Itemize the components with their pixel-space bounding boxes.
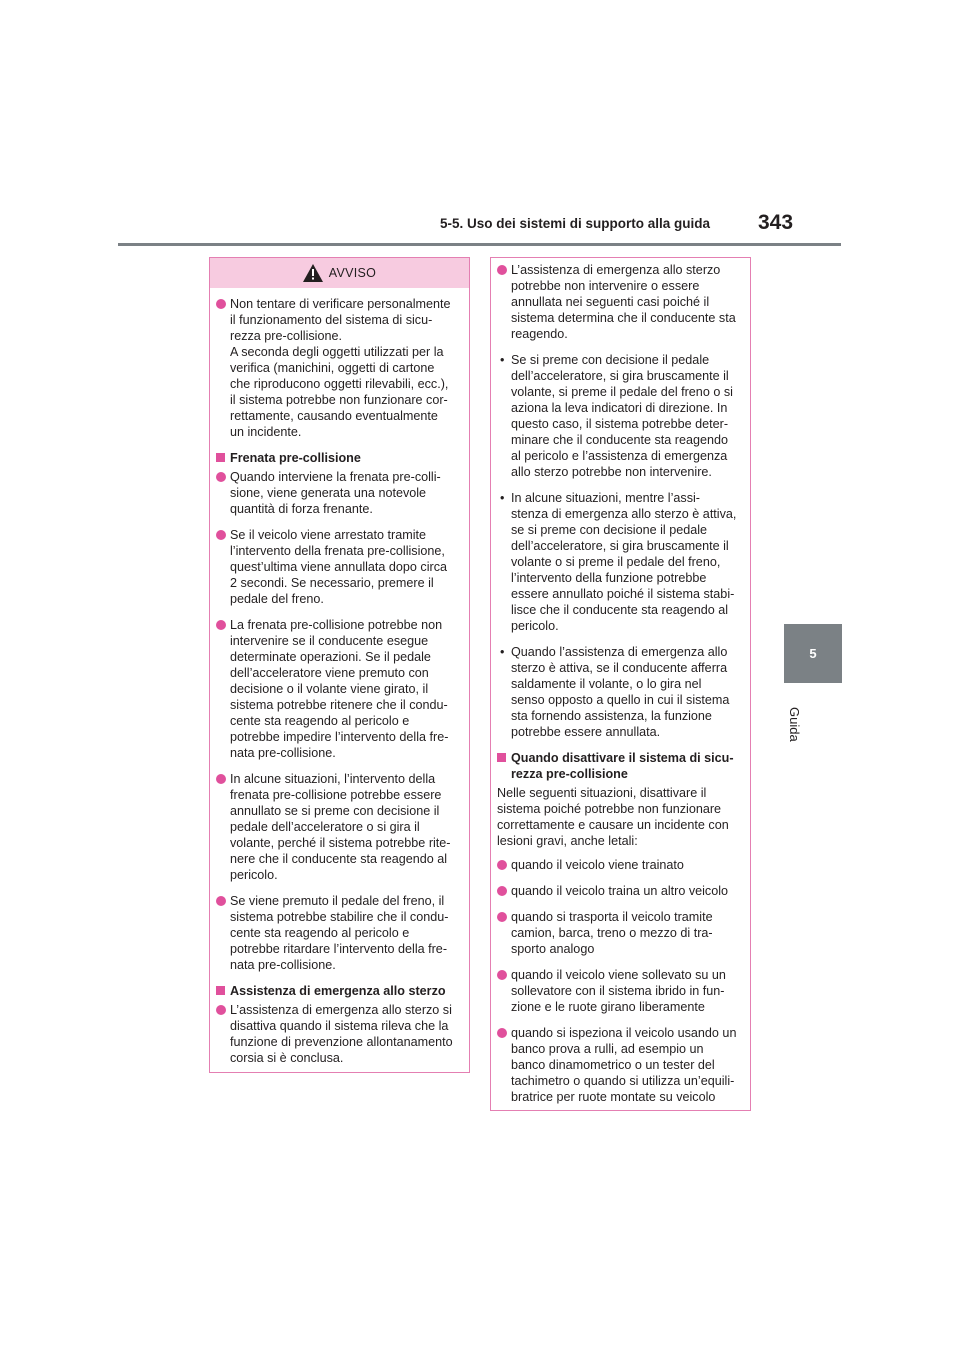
list-item <box>497 909 742 957</box>
item-text: In alcune situazioni, l’intervento della frenata pre-collisione potrebbe essere annullato se si preme con decisione il pedale dell’acceleratore o si gira il volante, perché il sistema potrebbe rite- nere che il conducente sta reagendo al pericolo. <box>230 772 451 882</box>
bullet-icon <box>216 530 226 540</box>
header-divider <box>118 243 841 246</box>
sub-list-item <box>497 490 742 634</box>
warning-label: AVVISO <box>328 266 377 280</box>
heading-text: Frenata pre-collisione <box>230 451 361 465</box>
paragraph: Nelle seguenti situazioni, disattivare il sistema poiché potrebbe non funzionare correttamente e causare un incidente con lesioni gravi, anche letali: <box>497 786 729 848</box>
bullet-icon <box>497 1028 507 1038</box>
intro-text: Non tentare di verificare personalmente il funzionamento del sistema di sicu- rezza pre-collisione. A seconda degli oggetti utilizzati per la verifica (manichini, oggetti di cartone che riproducono oggetti rilevabili, ecc.), il sistema potrebbe non funzionare cor- rettamente, causando eventualmente un incidente. <box>230 297 451 439</box>
list-item <box>497 857 742 873</box>
warning-triangle-icon <box>303 264 323 282</box>
sub-list-item <box>497 352 742 480</box>
section-heading <box>497 750 742 782</box>
section-title: 5-5. Uso dei sistemi di supporto alla guida <box>440 216 711 231</box>
bullet-icon <box>497 886 507 896</box>
bullet-icon <box>216 472 226 482</box>
item-text: quando il veicolo viene sollevato su un sollevatore con il sistema ibrido in fun- zione e le ruote girano liberamente <box>511 968 726 1014</box>
chapter-label-text: Guida <box>787 707 802 742</box>
bullet-icon <box>497 265 507 275</box>
list-item <box>216 893 461 973</box>
warning-box-right <box>490 257 751 1111</box>
heading-text: Assistenza di emergenza allo sterzo <box>230 984 446 998</box>
list-item <box>497 262 742 342</box>
square-bullet-icon <box>216 453 225 462</box>
bullet-icon <box>497 912 507 922</box>
list-item <box>216 771 461 883</box>
list-item <box>497 1025 742 1105</box>
bullet-icon <box>216 620 226 630</box>
sub-item-text: In alcune situazioni, mentre l’assi- stenza di emergenza allo sterzo è attiva, se si preme con decisione il pedale dell’acceleratore, si gira bruscamente il volante o si preme il pedale del freno, l’intervento della funzione potrebbe essere annullato poiché il sistema stabi- lisce che il conducente sta reagendo al pericolo. <box>511 491 737 633</box>
dot-bullet: • <box>500 645 505 659</box>
bullet-icon <box>216 774 226 784</box>
dot-bullet: • <box>500 353 505 367</box>
item-text: L’assistenza di emergenza allo sterzo si disattiva quando il sistema rileva che la funzione di prevenzione allontanamento corsia si è conclusa. <box>230 1003 453 1065</box>
item-text: L’assistenza di emergenza allo sterzo potrebbe non intervenire o essere annullata nei seguenti casi poiché il sistema determina che il conducente sta reagendo. <box>511 263 736 341</box>
bullet-icon <box>497 860 507 870</box>
warning-box-left <box>209 257 470 1073</box>
item-text: Se viene premuto il pedale del freno, il sistema potrebbe stabilire che il condu- cente sta reagendo al pericolo e potrebbe ritardare l’intervento della fre- nata pre-collisione. <box>230 894 449 972</box>
list-item <box>216 527 461 607</box>
sub-list-item <box>497 644 742 740</box>
list-item <box>497 967 742 1015</box>
bullet-icon <box>216 896 226 906</box>
item-text: quando il veicolo viene trainato <box>511 858 684 872</box>
page-number: 343 <box>758 211 794 234</box>
item-text: La frenata pre-collisione potrebbe non intervenire se il conducente esegue determinate operazioni. Se il pedale dell’acceleratore viene premuto con decisione o il volante viene girato, il sistema potrebbe ritenere che il condu- cente sta reagendo al pericolo e potrebbe impedire l’intervento della fre- nata pre-collisione. <box>230 618 449 760</box>
warning-header <box>210 258 469 288</box>
dot-bullet: • <box>500 491 505 505</box>
section-heading <box>216 983 461 999</box>
item-text: quando si trasporta il veicolo tramite camion, barca, treno o mezzo di tra- sporto analogo <box>511 910 713 956</box>
heading-text: Quando disattivare il sistema di sicu- rezza pre-collisione <box>511 751 734 781</box>
list-item <box>216 1002 461 1066</box>
item-text: Quando interviene la frenata pre-colli- sione, viene generata una notevole quantità di forza frenante. <box>230 470 441 516</box>
bullet-icon <box>216 299 226 309</box>
chapter-tab: 5 <box>784 624 842 683</box>
square-bullet-icon <box>497 753 506 762</box>
item-text: quando il veicolo traina un altro veicolo <box>511 884 729 898</box>
sub-item-text: Quando l’assistenza di emergenza allo sterzo è attiva, se il conducente afferra saldamente il volante, o lo gira nel senso opposto a quello in cui il sistema sta fornendo assistenza, la funzione potrebbe essere annullata. <box>511 645 730 739</box>
list-item <box>216 469 461 517</box>
section-heading <box>216 450 461 466</box>
list-item <box>216 296 461 440</box>
list-item <box>216 617 461 761</box>
bullet-icon <box>216 1005 226 1015</box>
sub-item-text: Se si preme con decisione il pedale dell’acceleratore, si gira bruscamente il volante, si preme il pedale del freno o si aziona la leva indicatori di direzione. In questo caso, il sistema potrebbe deter- minare che il conducente sta reagendo al pericolo e l’assistenza di emergenza allo sterzo potrebbe non intervenire. <box>511 353 733 479</box>
item-text: Se il veicolo viene arrestato tramite l’intervento della frenata pre-collisione, quest’ultima viene annullata dopo circa 2 secondi. Se necessario, premere il pedale del freno. <box>230 528 448 606</box>
bullet-icon <box>497 970 507 980</box>
list-item <box>497 883 742 899</box>
item-text: quando si ispeziona il veicolo usando un banco prova a rulli, ad esempio un banco dinamometrico o un tester del tachimetro o quando si utilizza un’equili- bratrice per ruote montate su veicolo <box>511 1026 737 1104</box>
chapter-label <box>780 705 810 745</box>
square-bullet-icon <box>216 986 225 995</box>
